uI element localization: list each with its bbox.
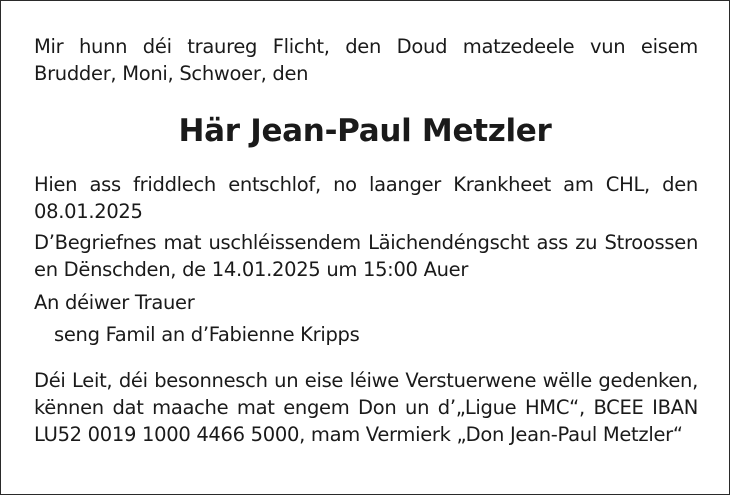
burial-text: D’Begriefnes mat uschléissendem Läichendéngscht ass zu Stroossen en Dënschden, de 14.01.2025 um 15:00 Auer: [34, 231, 698, 281]
intro-text: Mir hunn déi traureg Flicht, den Doud matzedeele vun eisem Brudder, Moni, Schwoer, den: [34, 35, 698, 85]
deceased-name: Här Jean-Paul Metzler: [178, 113, 552, 149]
donation-text: Déi Leit, déi besonnesch un eise léiwe Verstuerwene wëlle gedenken, kënnen dat maache mat engem Don un d’„Ligue HMC“, BCEE IBAN LU52 0019 1000 4466 5000, mam Vermierk „Don Jean-Paul Metzler“: [34, 369, 698, 446]
death-text: Hien ass friddlech entschlof, no laanger Krankheet am CHL, den 08.01.2025: [34, 173, 698, 223]
mourning-text: An déiwer Trauer: [34, 291, 195, 314]
family-text: seng Famil an d’Fabienne Kripps: [54, 323, 360, 346]
